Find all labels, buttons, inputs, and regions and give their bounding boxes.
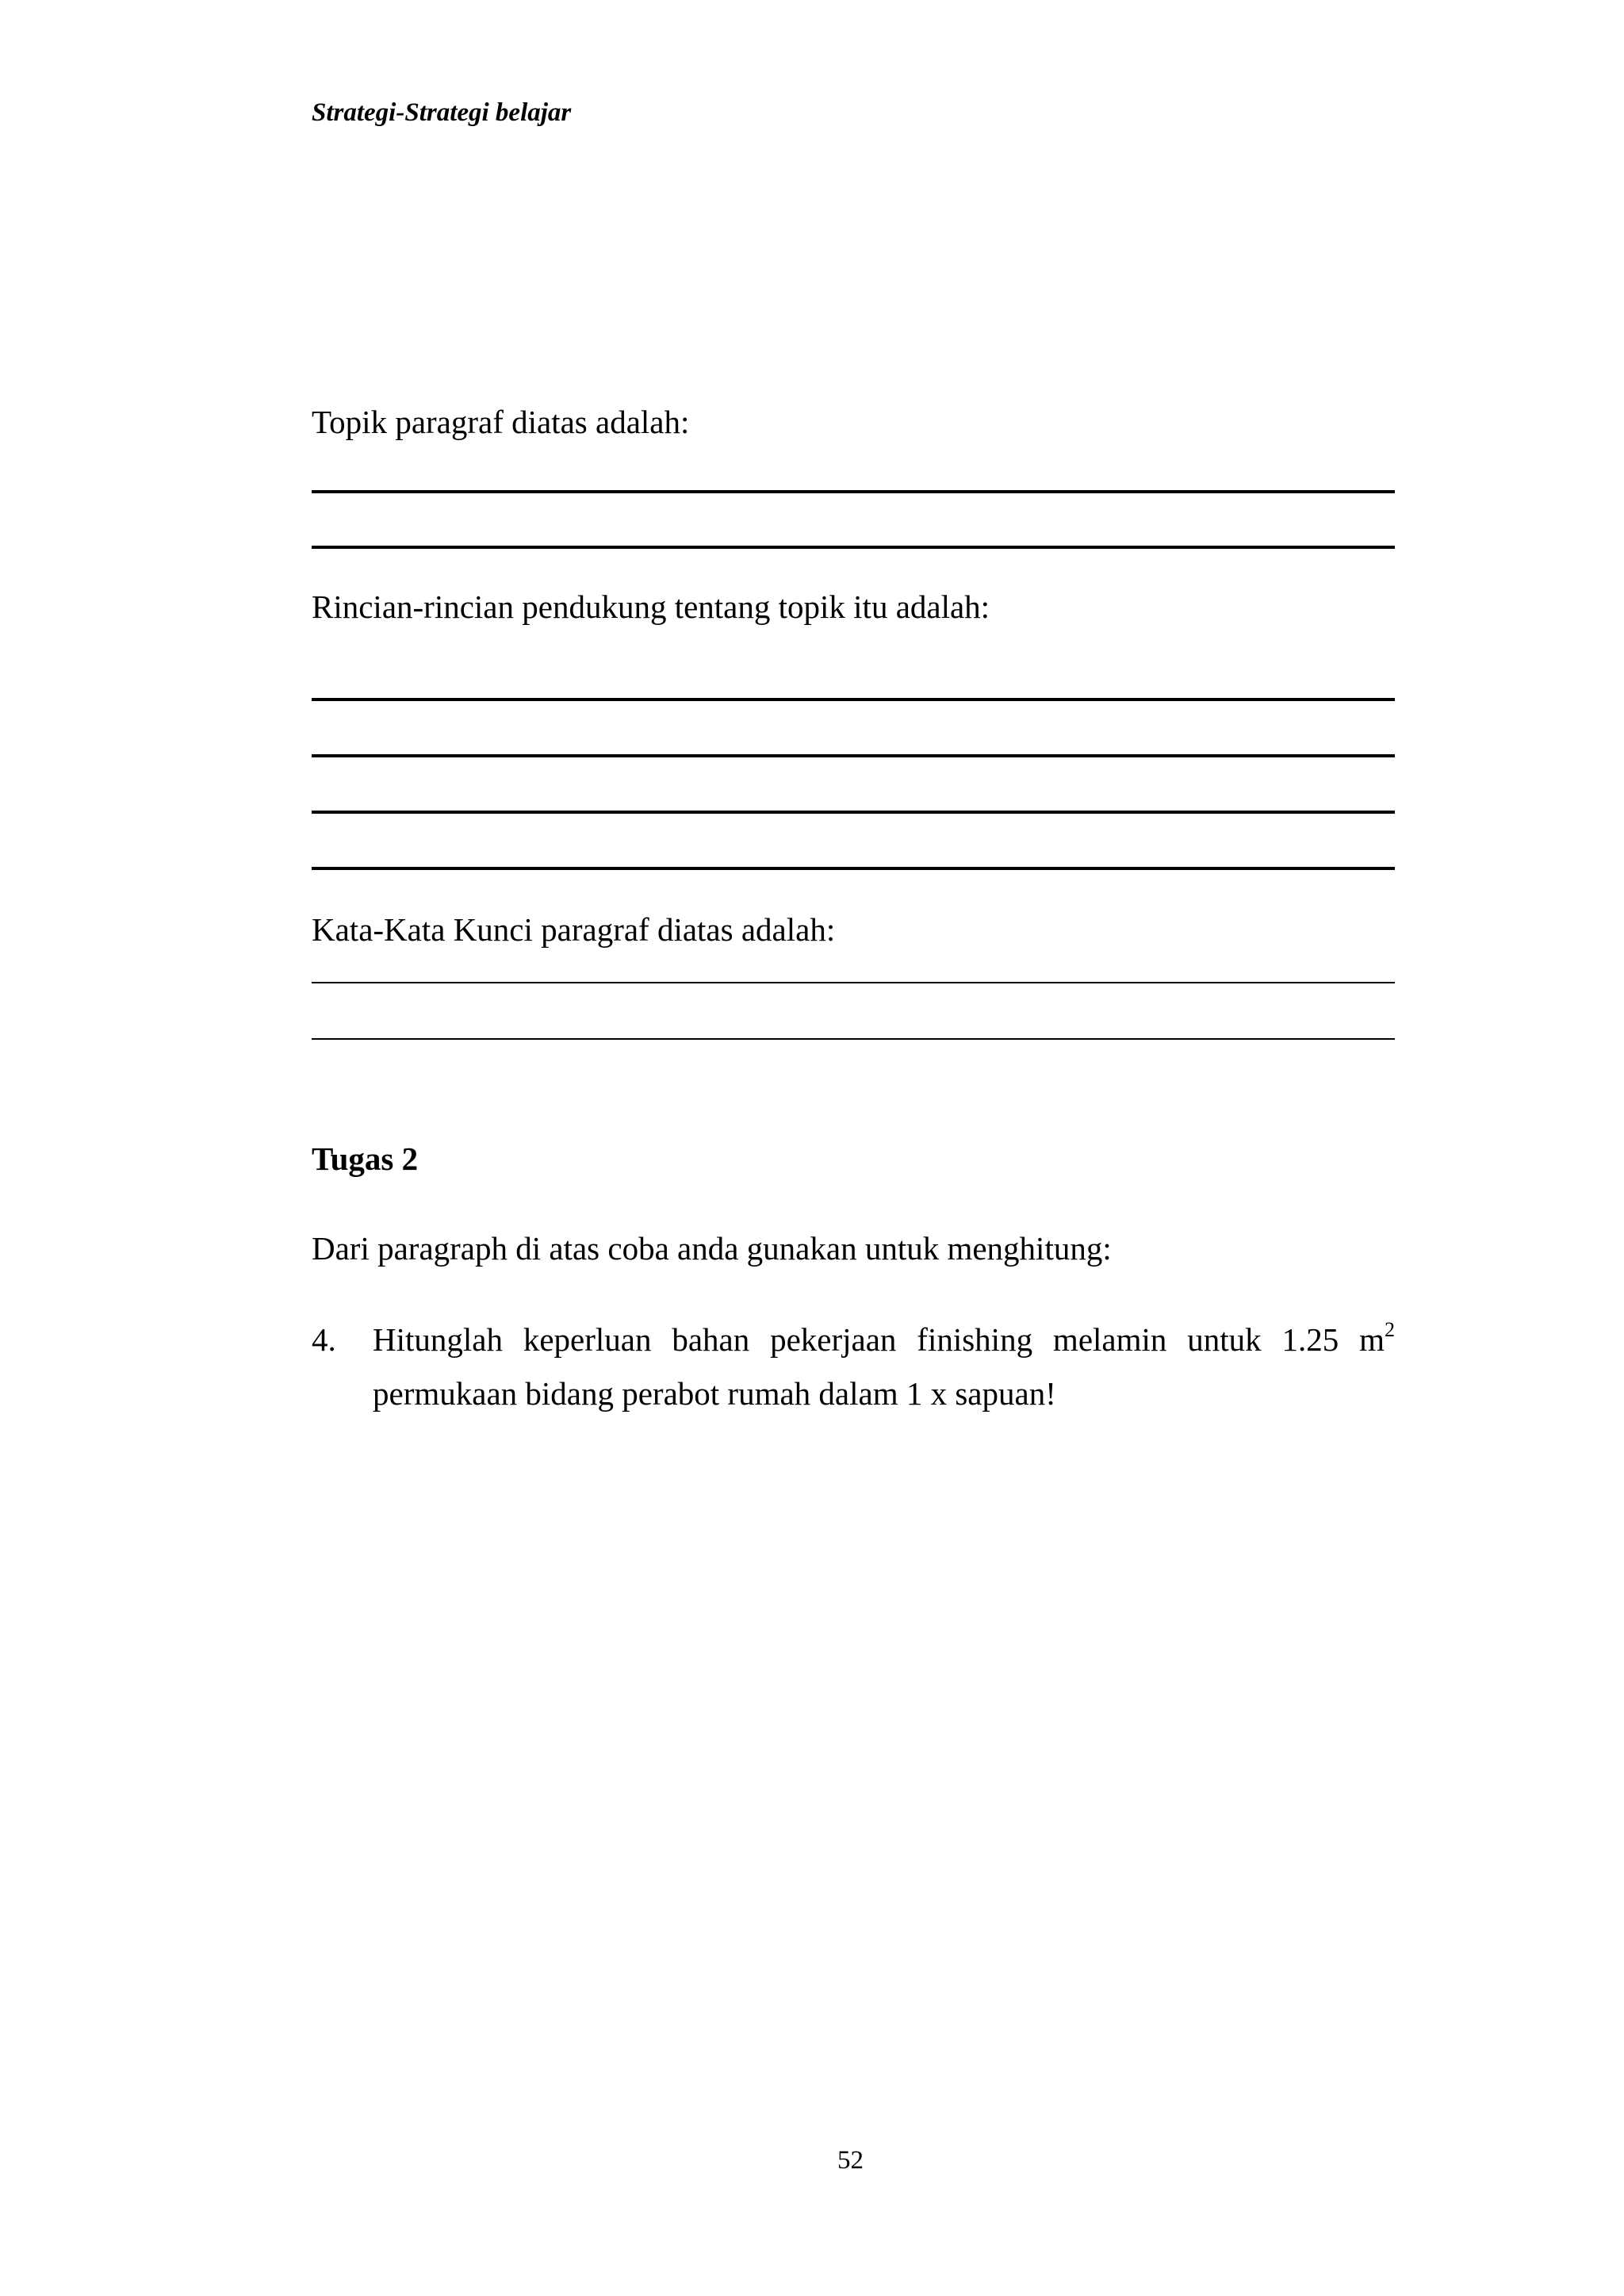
details-answer-line: [312, 754, 1395, 757]
details-answer-line: [312, 867, 1395, 870]
task-item-text: [373, 1320, 1395, 1359]
topic-answer-line: [312, 490, 1395, 493]
task-item-superscript: 2: [1385, 1318, 1395, 1341]
section-heading: Tugas 2: [312, 1140, 419, 1177]
task-item-text-line1: Hitunglah keperluan bahan pekerjaan finishing melamin untuk 1.25 m: [373, 1321, 1385, 1358]
topic-answer-line: [312, 546, 1395, 549]
keywords-answer-line: [312, 1038, 1395, 1040]
details-answer-line: [312, 698, 1395, 701]
task-item-text-line2: permukaan bidang perabot rumah dalam 1 x sapuan!: [373, 1375, 1056, 1412]
details-answer-line: [312, 811, 1395, 814]
task-item-number: 4.: [312, 1321, 336, 1358]
page-number: 52: [837, 2146, 864, 2175]
running-header: Strategi-Strategi belajar: [312, 98, 572, 127]
details-prompt: Rincian-rincian pendukung tentang topik itu adalah:: [312, 588, 990, 625]
keywords-prompt: Kata-Kata Kunci paragraf diatas adalah:: [312, 911, 836, 948]
task-instruction: Dari paragraph di atas coba anda gunakan untuk menghitung:: [312, 1230, 1112, 1267]
topic-prompt: Topik paragraf diatas adalah:: [312, 404, 690, 440]
keywords-answer-line: [312, 982, 1395, 983]
